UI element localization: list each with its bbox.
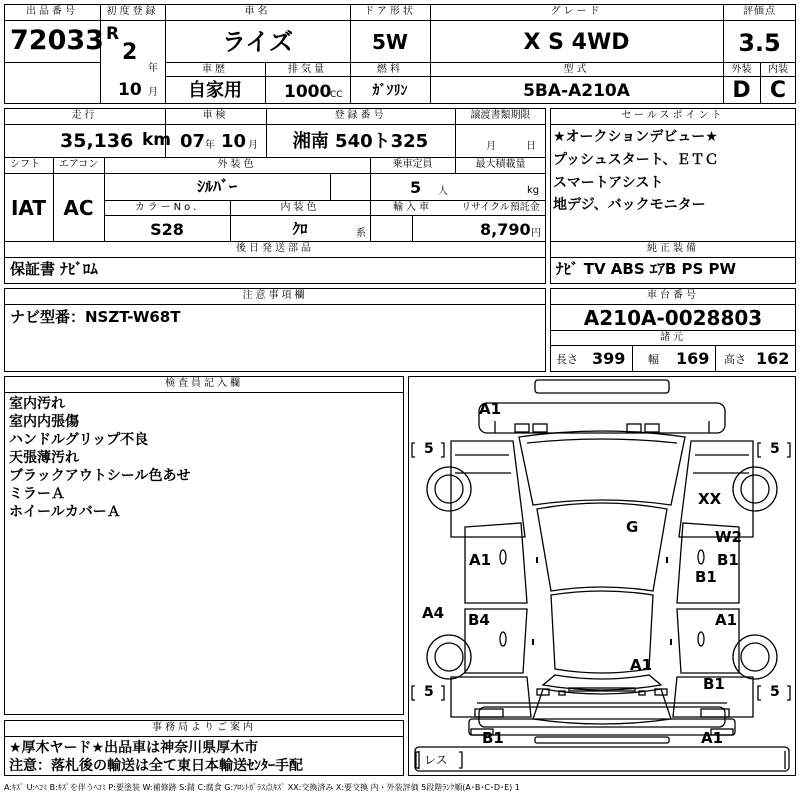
month-unit: 月	[148, 87, 158, 98]
inspector-line-5: ブラックアウトシール色あせ	[9, 468, 191, 484]
height: 162	[756, 349, 790, 368]
damage-mark: XX	[698, 490, 722, 508]
sales-point-1: ★オークションデビュー★	[553, 129, 718, 145]
later-parts: 保証書 ﾅﾋﾞﾛﾑ	[10, 260, 98, 278]
fuel: ｶﾞｿﾘﾝ	[372, 83, 408, 99]
score: 3.5	[738, 29, 781, 57]
import-label: 輸入車	[393, 202, 432, 213]
equipment-label: 純正装備	[647, 243, 699, 254]
history: 自家用	[188, 80, 242, 101]
displacement: 1000	[284, 82, 332, 102]
reg-number: 湘南 540ト325	[292, 131, 429, 152]
inspector-line-1: 室内汚れ	[9, 396, 65, 412]
damage-mark: A4	[422, 604, 445, 622]
transfer-month-unit: 月	[486, 141, 496, 152]
inspector-line-2: 室内内張傷	[9, 414, 79, 430]
width: 169	[676, 349, 710, 368]
height-label: 高さ	[724, 353, 746, 366]
grade: X S 4WD	[523, 30, 630, 55]
damage-mark: A1	[479, 400, 502, 418]
fuel-label: 燃料	[377, 64, 403, 75]
int-grade: C	[769, 78, 787, 103]
inspector-line-7: ホイールカバーＡ	[9, 504, 121, 520]
capacity-label: 乗車定員	[392, 159, 433, 170]
model-name: ライズ	[221, 28, 294, 56]
insp-month-unit: 月	[248, 140, 258, 151]
notes: ナビ型番：NSZT-W68T	[10, 308, 181, 326]
exterior-color: ｼﾙﾊﾞｰ	[196, 177, 237, 196]
load-unit: kg	[527, 185, 540, 196]
legend: A:ｷｽﾞ U:ﾍｺﾐ B:ｷｽﾞを伴うﾍｺﾐ P:要塗装 W:補修跡 S:錆 C:腐食 G:ﾌﾛﾝﾄｶﾞﾗｽ点ｷｽﾞ XX:交換済み X:要交換 内・外装評価 5段階ﾗﾝｸ順(A･B･C･D･E) 1	[4, 783, 520, 792]
damage-mark: A1	[469, 551, 492, 569]
inspection-month: 10	[221, 131, 247, 152]
damage-mark: B1	[482, 729, 504, 747]
era: R	[106, 24, 120, 44]
tire-score: 5	[424, 684, 434, 700]
color-no-label: カラーNo.	[134, 202, 200, 213]
year-unit: 年	[148, 63, 158, 74]
shift: IAT	[10, 196, 46, 220]
ac: AC	[63, 196, 94, 220]
later-parts-label: 後日発送部品	[236, 243, 314, 254]
reg-label: 登録番号	[334, 110, 387, 121]
damage-mark: A1	[715, 611, 738, 629]
sales-point-3: スマートアシスト	[553, 175, 664, 191]
damage-mark: B4	[468, 611, 490, 629]
lot-label: 出品番号	[26, 6, 78, 17]
recycle-label: リサイクル預託金	[461, 202, 540, 213]
capacity-unit: 人	[438, 186, 448, 197]
grade-label: グレード	[550, 6, 603, 17]
sales-label: セールスポイント	[621, 110, 725, 121]
recycle-unit: 円	[531, 228, 541, 239]
damage-mark: A1	[701, 729, 724, 747]
km-unit: km	[142, 130, 172, 150]
inspector-line-4: 天張薄汚れ	[9, 450, 79, 466]
ext-grade: D	[732, 78, 751, 103]
mileage: 35,136	[60, 130, 134, 152]
inspector-label: 検査員記入欄	[165, 378, 243, 389]
color-no: S28	[150, 220, 184, 239]
first-reg-label: 初度登録	[106, 6, 159, 17]
car-diagram	[408, 376, 796, 776]
interior-color: ｸﾛ	[292, 220, 308, 238]
model-type: 5BA-A210A	[523, 81, 630, 101]
type-label: 型式	[563, 64, 590, 75]
recycle-fee: 8,790	[480, 220, 531, 239]
length: 399	[592, 349, 626, 368]
inspector-line-6: ミラーＡ	[9, 486, 65, 502]
reg-month: 10	[118, 80, 142, 100]
inspector-line-3: ハンドルグリップ不良	[9, 432, 149, 448]
chassis-label: 車台番号	[647, 290, 699, 301]
office-line-1: ★厚木ヤード★出品車は神奈川県厚木市	[9, 740, 259, 756]
color-label: 外装色	[217, 159, 257, 170]
history-label: 車歴	[202, 64, 228, 75]
tire-score: 5	[770, 441, 780, 457]
reg-year: 2	[122, 40, 138, 65]
score-label: 評価点	[743, 6, 776, 17]
damage-mark: B1	[695, 568, 717, 586]
sales-point-2: プッシュスタート、ＥＴＣ	[553, 152, 719, 168]
tire-score: 5	[424, 441, 434, 457]
shift-label: シフト	[10, 159, 40, 170]
load-label: 最大積載量	[475, 159, 526, 170]
door-type: 5W	[372, 30, 408, 54]
length-label: 長さ	[556, 353, 578, 366]
office-label: 事務局よりご案内	[152, 722, 256, 733]
displacement-label: 排気量	[288, 64, 327, 75]
capacity: 5	[410, 178, 422, 197]
cc-unit: CC	[330, 90, 343, 100]
inspection-label: 車検	[202, 110, 229, 121]
damage-mark: B1	[717, 551, 739, 569]
insp-year-unit: 年	[205, 140, 215, 151]
width-label: 幅	[648, 353, 659, 366]
damage-mark: A1	[630, 656, 653, 674]
sales-point-4: 地デジ、バックモニター	[553, 197, 706, 213]
door-label: ドア形状	[364, 6, 416, 17]
int-label: 内装	[768, 64, 788, 75]
notes-label: 注意事項欄	[242, 290, 308, 301]
mileage-label: 走行	[71, 110, 98, 121]
equipment: ﾅﾋﾞ TV ABS ｴｱB PS PW	[556, 260, 737, 278]
model-label: 車名	[244, 6, 271, 17]
specs-label: 諸元	[660, 332, 686, 343]
lot-number: 72033	[10, 25, 104, 56]
ac-label: エアコン	[58, 159, 99, 170]
tire-score: 5	[770, 684, 780, 700]
damage-mark: G	[626, 518, 639, 536]
ext-label: 外装	[731, 64, 752, 75]
inspection-year: 07	[180, 131, 206, 152]
transfer-day-unit: 日	[526, 141, 536, 152]
office-line-2: 注意：落札後の輸送は全て東日本輸送ｾﾝﾀｰ手配	[9, 758, 303, 774]
int-color-unit: 系	[356, 228, 366, 239]
damage-mark: B1	[703, 675, 725, 693]
chassis-number: A210A-0028803	[583, 306, 763, 330]
damage-mark: W2	[715, 528, 742, 546]
transfer-label: 譲渡書類期限	[470, 110, 531, 121]
int-color-label: 内装色	[280, 202, 320, 213]
spare-tire: レス	[424, 753, 448, 767]
